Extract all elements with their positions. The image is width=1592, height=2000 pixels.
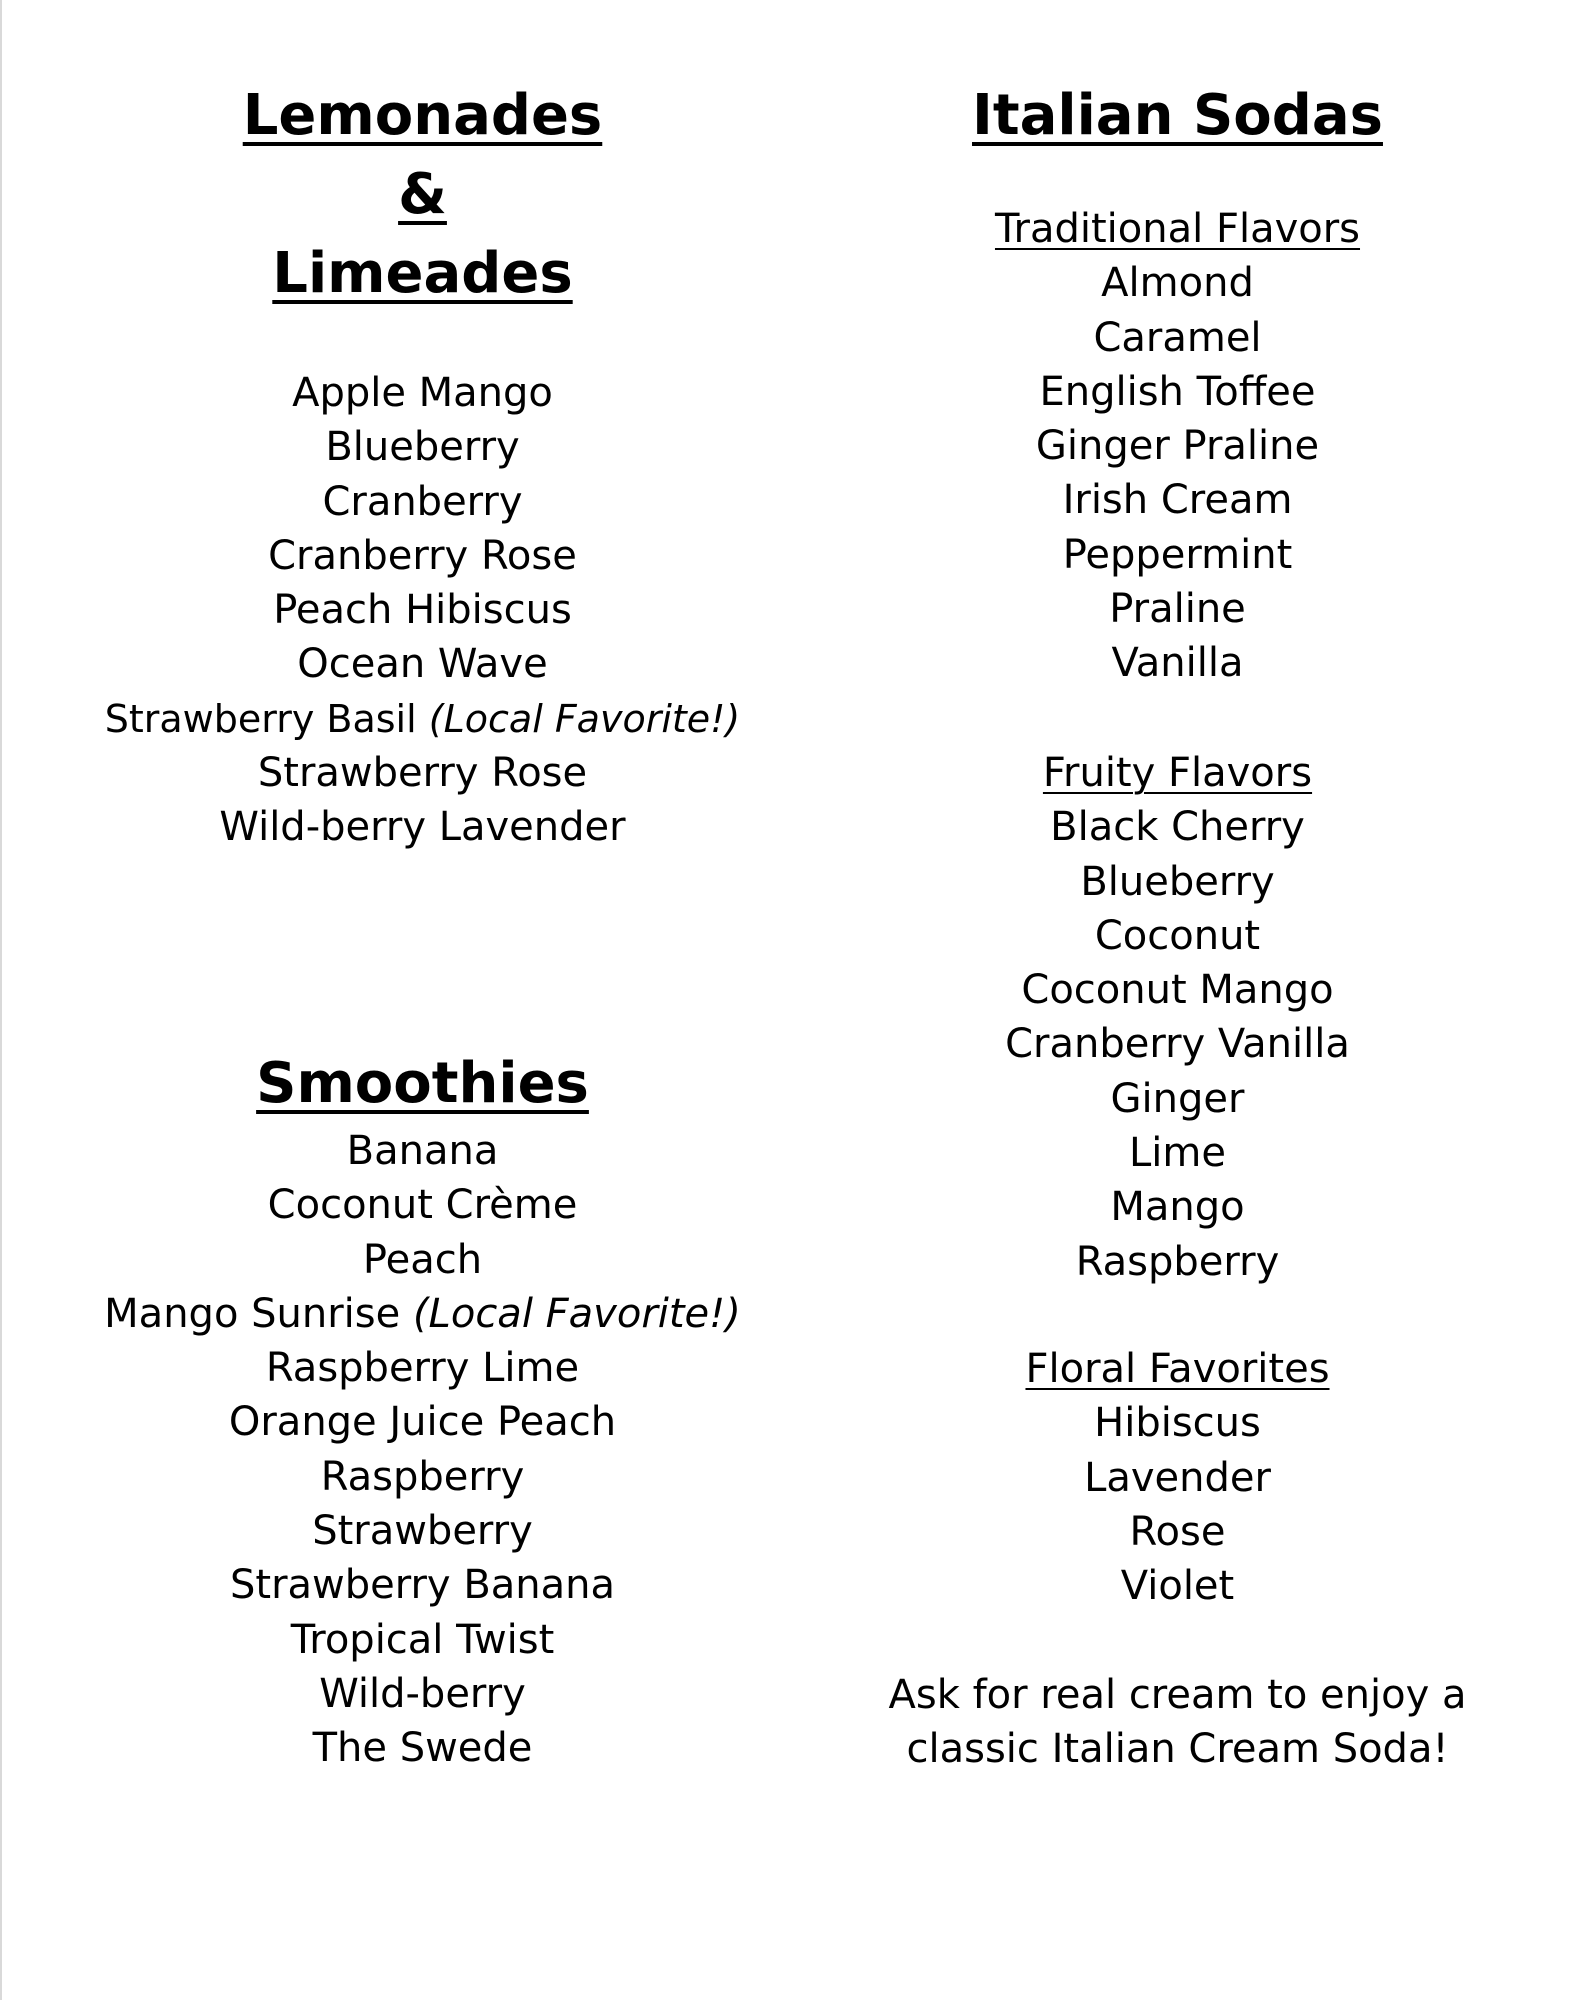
menu-item: Apple Mango	[292, 370, 553, 416]
italian-sodas-title: Italian Sodas	[972, 83, 1383, 148]
menu-item: Caramel	[1093, 314, 1262, 361]
menu-item: Hibiscus	[1094, 1400, 1261, 1447]
menu-item: Peach Hibiscus	[273, 587, 572, 634]
lemonades-title-line1: Lemonades	[242, 83, 603, 148]
floral-favorites-list	[845, 1342, 1510, 1613]
menu-item: Orange Juice Peach	[228, 1399, 617, 1446]
menu-item: Strawberry Rose	[257, 750, 588, 797]
menu-item: Strawberry	[312, 1508, 533, 1555]
menu-item: Peppermint	[1062, 531, 1293, 578]
section-heading-traditional: Traditional Flavors	[994, 206, 1361, 252]
traditional-flavors-list	[845, 202, 1510, 691]
menu-item: Tropical Twist	[290, 1616, 555, 1663]
smoothies-list	[0, 1124, 845, 1776]
menu-item: Cranberry	[322, 478, 523, 525]
menu-item: Black Cherry	[1050, 804, 1305, 851]
local-favorite-note: (Local Favorite!)	[428, 696, 741, 741]
menu-item: Blueberry	[1080, 858, 1275, 905]
cream-soda-footnote	[845, 1668, 1510, 1777]
lemonades-list	[0, 366, 845, 855]
lemonades-title-line3: Limeades	[272, 241, 573, 306]
menu-item: Praline	[1109, 586, 1246, 633]
menu-item: The Swede	[312, 1725, 533, 1772]
section-heading-floral: Floral Favorites	[1025, 1346, 1330, 1392]
menu-item: Peach	[362, 1236, 483, 1283]
menu-item: Rose	[1129, 1508, 1226, 1555]
menu-item: Mango	[1110, 1184, 1245, 1231]
menu-item: Coconut Mango	[1021, 967, 1334, 1014]
menu-item: Ocean Wave	[297, 641, 548, 688]
menu-item: Banana	[346, 1128, 499, 1174]
menu-item: Strawberry Basil (Local Favorite!)	[104, 696, 741, 741]
menu-item: Blueberry	[325, 424, 520, 471]
section-heading-fruity: Fruity Flavors	[1042, 750, 1313, 796]
local-favorite-note: (Local Favorite!)	[412, 1290, 741, 1337]
menu-item: Vanilla	[1111, 640, 1244, 687]
fruity-flavors-list	[845, 746, 1510, 1289]
menu-item: Ginger	[1110, 1075, 1245, 1122]
menu-item: Wild-berry	[319, 1670, 526, 1717]
menu-item: Raspberry	[320, 1453, 525, 1500]
footnote-line2: classic Italian Cream Soda!	[906, 1726, 1449, 1773]
menu-item: Violet	[1120, 1563, 1235, 1610]
menu-item: Strawberry Banana	[230, 1562, 615, 1609]
smoothies-title: Smoothies	[256, 1051, 589, 1116]
menu-item: Coconut	[1094, 912, 1261, 959]
menu-item: Ginger Praline	[1035, 423, 1320, 470]
menu-item: Cranberry Vanilla	[1005, 1021, 1350, 1068]
menu-item: Cranberry Rose	[268, 532, 577, 579]
menu-item: Mango Sunrise (Local Favorite!)	[104, 1290, 741, 1337]
menu-item: Lime	[1129, 1130, 1226, 1177]
menu-item: Almond	[1101, 260, 1254, 307]
menu-item: Raspberry Lime	[265, 1345, 580, 1392]
menu-item: Irish Cream	[1062, 477, 1293, 524]
menu-item: Raspberry	[1075, 1238, 1280, 1285]
menu-item: Wild-berry Lavender	[219, 804, 626, 851]
footnote-line1: Ask for real cream to enjoy a	[888, 1672, 1467, 1718]
menu-item: Coconut Crème	[267, 1182, 578, 1229]
menu-item: English Toffee	[1039, 368, 1316, 415]
menu-item: Lavender	[1084, 1454, 1271, 1501]
lemonades-title-line2: &	[398, 162, 447, 227]
